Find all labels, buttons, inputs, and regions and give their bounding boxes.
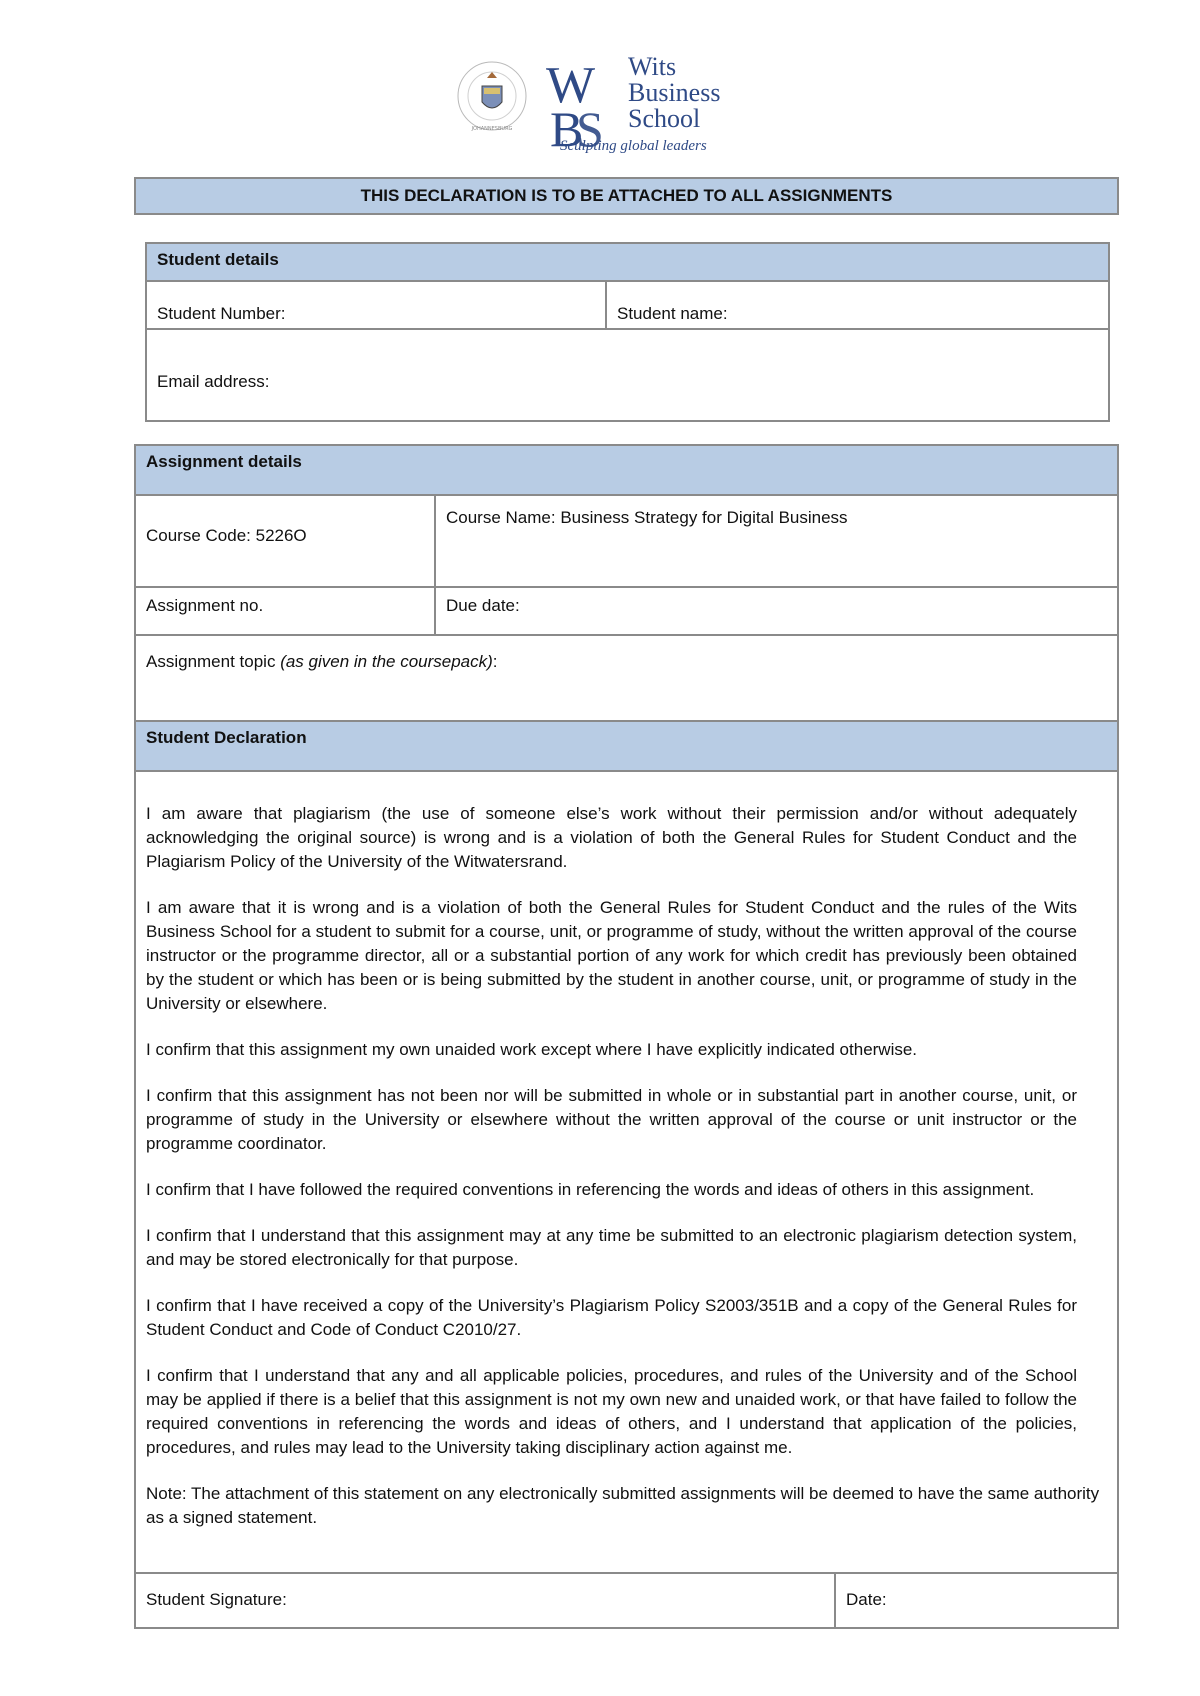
student-signature-label: Student Signature:: [146, 1590, 287, 1609]
signature-date-field[interactable]: [836, 1574, 1117, 1627]
assignment-number-field[interactable]: [136, 588, 434, 634]
due-date-label: Due date:: [446, 596, 520, 615]
school-tagline: Sculpting global leaders: [560, 138, 707, 154]
assignment-number-label: Assignment no.: [146, 596, 264, 615]
declaration-paragraph: I confirm that this assignment has not been nor will be submitted in whole or in substantial part in another course, unit, or programme of study in the University or elsewhere without the written approval of the course or unit instructor or the programme coordinator.: [146, 1086, 1077, 1153]
student-signature-field[interactable]: [136, 1574, 834, 1627]
school-name-line: Business: [628, 78, 721, 107]
declaration-paragraph: I confirm that I have followed the required conventions in referencing the words and ideas of others in this assignment.: [146, 1180, 1035, 1199]
declaration-paragraph: I confirm that I have received a copy of the University’s Plagiarism Policy S2003/351B and a copy of the General Rules for Student Conduct and Code of Conduct C2010/27.: [146, 1296, 1077, 1339]
course-code-cell: Course Code: 5226O: [146, 526, 307, 545]
assignment-declaration-table: [134, 444, 1119, 1629]
declaration-note: Note: The attachment of this statement on any electronically submitted assignments will be deemed to have the same authority as a signed statement.: [146, 1484, 1100, 1527]
assignment-topic-label: Assignment topic: [146, 652, 276, 671]
declaration-paragraph: I confirm that I understand that any and all applicable policies, procedures, and rules of the University and of the School may be applied if there is a belief that this assignment is not my own new and unaided work, or that have failed to follow the required conventions in referencing the words and ideas of others, and I understand that application of the policies, procedures, and rules may lead to the University taking disciplinary action against me.: [146, 1366, 1077, 1457]
declaration-paragraph: I am aware that it is wrong and is a violation of both the General Rules for Student Conduct and the rules of the Wits Business School for a student to submit for a course, unit, or programme of study, without the written approval of the course instructor or the programme director, all or a substantial portion of any work for which credit has previously been obtained by the student or which has been or is being submitted by the student in another course, unit, or programme of study in the University or elsewhere.: [146, 898, 1077, 1013]
logo-area: [450, 50, 780, 162]
student-details-table: [145, 242, 1110, 422]
svg-text:S: S: [576, 101, 604, 150]
declaration-banner: THIS DECLARATION IS TO BE ATTACHED TO ALL ASSIGNMENTS: [134, 177, 1119, 215]
assignment-details-heading: Assignment details: [136, 446, 1117, 494]
assignment-topic-colon: :: [492, 652, 498, 671]
email-label: Email address:: [157, 372, 270, 391]
email-field[interactable]: [147, 330, 1108, 420]
school-name-line: Wits: [628, 52, 677, 81]
student-number-field[interactable]: [147, 282, 605, 328]
signature-date-label: Date:: [846, 1590, 887, 1609]
due-date-field[interactable]: [436, 588, 1117, 634]
school-name-line: School: [628, 104, 701, 133]
assignment-topic-field[interactable]: [136, 636, 1117, 720]
declaration-paragraph: I confirm that I understand that this assignment may at any time be submitted to an electronic plagiarism detection system, and may be stored electronically for that purpose.: [146, 1226, 1077, 1269]
svg-text:W: W: [546, 57, 596, 114]
course-name-cell: Course Name: Business Strategy for Digital Business: [446, 508, 848, 527]
svg-text:JOHANNESBURG: JOHANNESBURG: [471, 126, 513, 132]
assignment-topic-hint: (as given in the coursepack): [280, 652, 493, 671]
student-details-heading: Student details: [147, 244, 1108, 280]
student-declaration-heading: Student Declaration: [136, 722, 1117, 770]
student-name-label: Student name:: [617, 304, 728, 323]
student-number-label: Student Number:: [157, 304, 286, 323]
wbs-monogram-logo: [546, 54, 618, 150]
declaration-paragraph: I confirm that this assignment my own unaided work except where I have explicitly indicated otherwise.: [146, 1040, 918, 1059]
school-name: [628, 54, 720, 132]
university-seal-logo: [454, 56, 530, 136]
declaration-paragraph: I am aware that plagiarism (the use of someone else’s work without their permission and/or without adequately acknowledging the original source) is wrong and is a violation of both the General Rules for Student Conduct and the Plagiarism Policy of the University of the Witwatersrand.: [146, 804, 1077, 871]
svg-text:B: B: [550, 101, 584, 150]
student-name-field[interactable]: [607, 282, 1108, 328]
declaration-body: [136, 772, 1117, 1566]
